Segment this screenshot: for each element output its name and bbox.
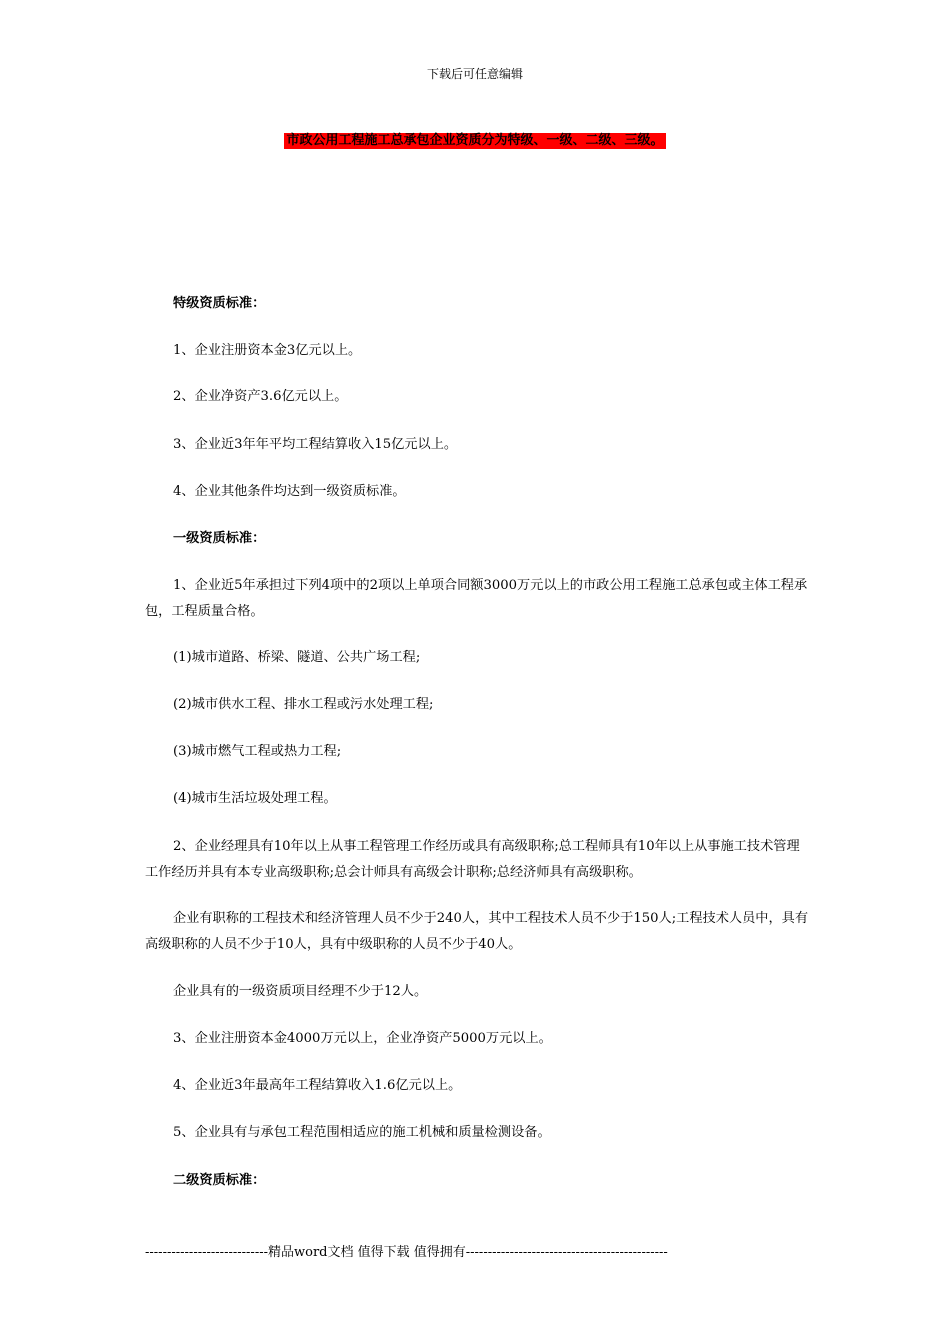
paragraph: (4)城市生活垃圾处理工程。 <box>173 791 337 806</box>
paragraph: (1)城市道路、桥梁、隧道、公共广场工程; <box>173 650 421 665</box>
paragraph: (3)城市燃气工程或热力工程; <box>173 744 342 759</box>
title-wrap <box>0 129 950 149</box>
paragraph: 4、企业近3年最高年工程结算收入1.6亿元以上。 <box>173 1078 462 1093</box>
document-title: 市政公用工程施工总承包企业资质分为特级、一级、二级、三级。 <box>286 133 664 148</box>
paragraph: 1、企业近5年承担过下列4项中的2项以上单项合同额3000万元以上的市政公用工程施工总承包或主体工程承包，工程质量合格。 <box>145 578 808 619</box>
paragraph: 4、企业其他条件均达到一级资质标准。 <box>173 484 406 499</box>
paragraph: 2、企业经理具有10年以上从事工程管理工作经历或具有高级职称;总工程师具有10年以上从事施工技术管理工作经历并具有本专业高级职称;总会计师具有高级会计职称;总经济师具有高级职称。 <box>145 839 800 880</box>
section-heading-second: 二级资质标准： <box>173 1173 266 1188</box>
paragraph: 企业具有的一级资质项目经理不少于12人。 <box>173 984 428 999</box>
section-heading-first: 一级资质标准： <box>173 531 266 546</box>
paragraph: 3、企业注册资本金4000万元以上，企业净资产5000万元以上。 <box>173 1031 552 1046</box>
paragraph: 1、企业注册资本金3亿元以上。 <box>173 343 362 358</box>
paragraph: 3、企业近3年年平均工程结算收入15亿元以上。 <box>173 437 458 452</box>
paragraph: 2、企业净资产3.6亿元以上。 <box>173 389 348 404</box>
paragraph: (2)城市供水工程、排水工程或污水处理工程; <box>173 697 434 712</box>
page-header-note: 下载后可任意编辑 <box>426 67 523 81</box>
paragraph: 5、企业具有与承包工程范围相适应的施工机械和质量检测设备。 <box>173 1125 551 1140</box>
page-footer: ----------------------------精品word文档 值得下载 值得拥有---------------------------------------------- <box>145 1245 668 1260</box>
section-heading-special: 特级资质标准： <box>173 296 266 311</box>
paragraph: 企业有职称的工程技术和经济管理人员不少于240人，其中工程技术人员不少于150人;工程技术人员中，具有高级职称的人员不少于10人，具有中级职称的人员不少于40人。 <box>145 911 809 952</box>
